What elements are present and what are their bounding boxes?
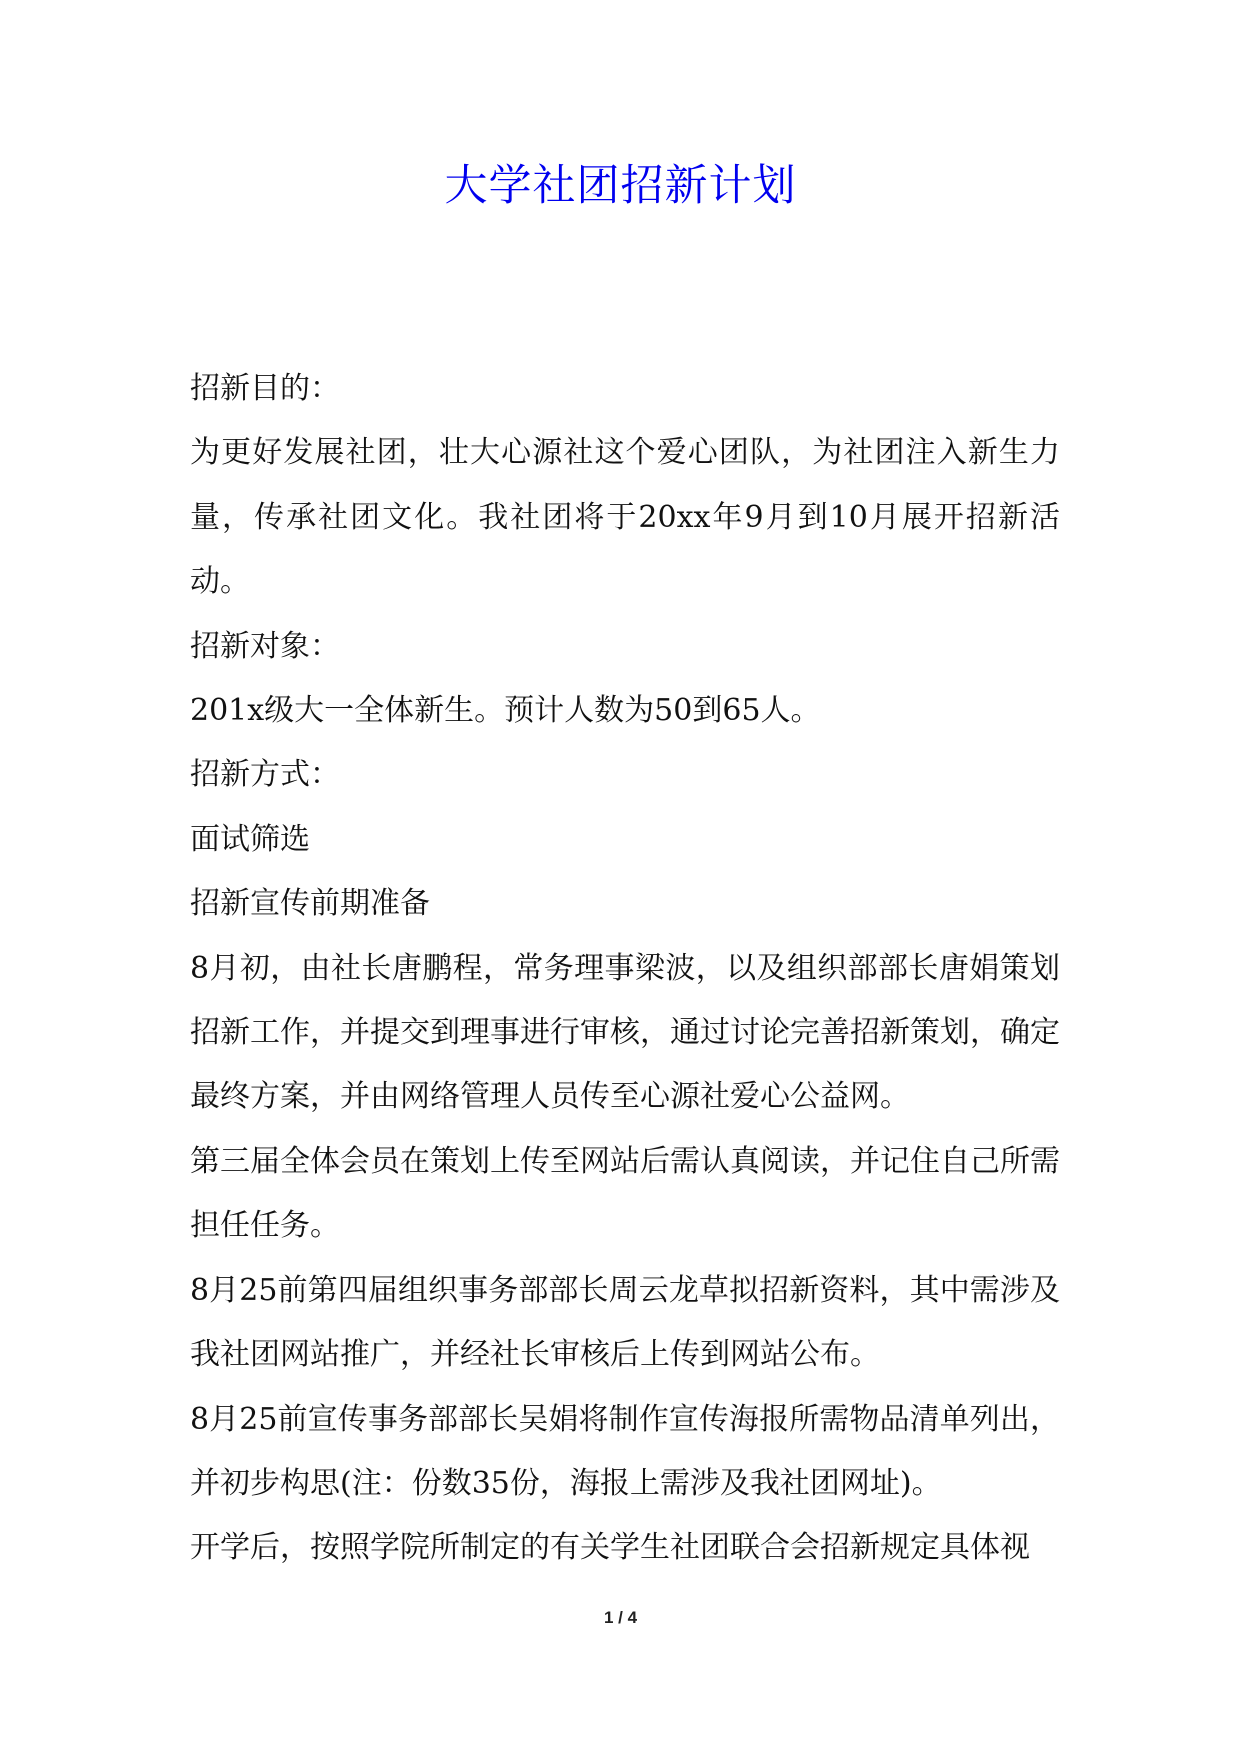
paragraph-preparation-1: 8月初，由社长唐鹏程，常务理事梁波，以及组织部部长唐娟策划招新工作，并提交到理事进行审核，通过讨论完善招新策划，确定最终方案，并由网络管理人员传至心源社爱心公益网。	[190, 950, 1060, 1115]
heading-method: 招新方式：	[190, 757, 340, 793]
paragraph-preparation-3: 8月25前第四届组织事务部部长周云龙草拟招新资料，其中需涉及我社团网站推广，并经社长审核后上传到网站公布。	[190, 1272, 1060, 1373]
paragraph-target: 201x级大一全体新生。预计人数为50到65人。	[190, 693, 821, 729]
paragraph-method: 面试筛选	[190, 821, 310, 857]
page-indicator: 1 / 4	[603, 1608, 638, 1627]
paragraph-preparation-2: 第三届全体会员在策划上传至网站后需认真阅读，并记住自己所需担任任务。	[190, 1143, 1060, 1244]
paragraph-preparation-5: 开学后，按照学院所制定的有关学生社团联合会招新规定具体视	[190, 1530, 1030, 1566]
heading-purpose: 招新目的：	[190, 371, 340, 406]
paragraph-preparation-4: 8月25前宣传事务部部长吴娟将制作宣传海报所需物品清单列出，并初步构思(注：份数35份，海报上需涉及我社团网址)。	[190, 1401, 1060, 1501]
document-body	[190, 357, 1060, 1581]
paragraph-purpose: 为更好发展社团，壮大心源社这个爱心团队，为社团注入新生力量，传承社团文化。我社团将于20xx年9月到10月展开招新活动。	[190, 435, 1060, 600]
heading-preparation: 招新宣传前期准备	[190, 886, 430, 922]
heading-target: 招新对象：	[190, 628, 340, 664]
document-title: 大学社团招新计划	[444, 161, 797, 211]
